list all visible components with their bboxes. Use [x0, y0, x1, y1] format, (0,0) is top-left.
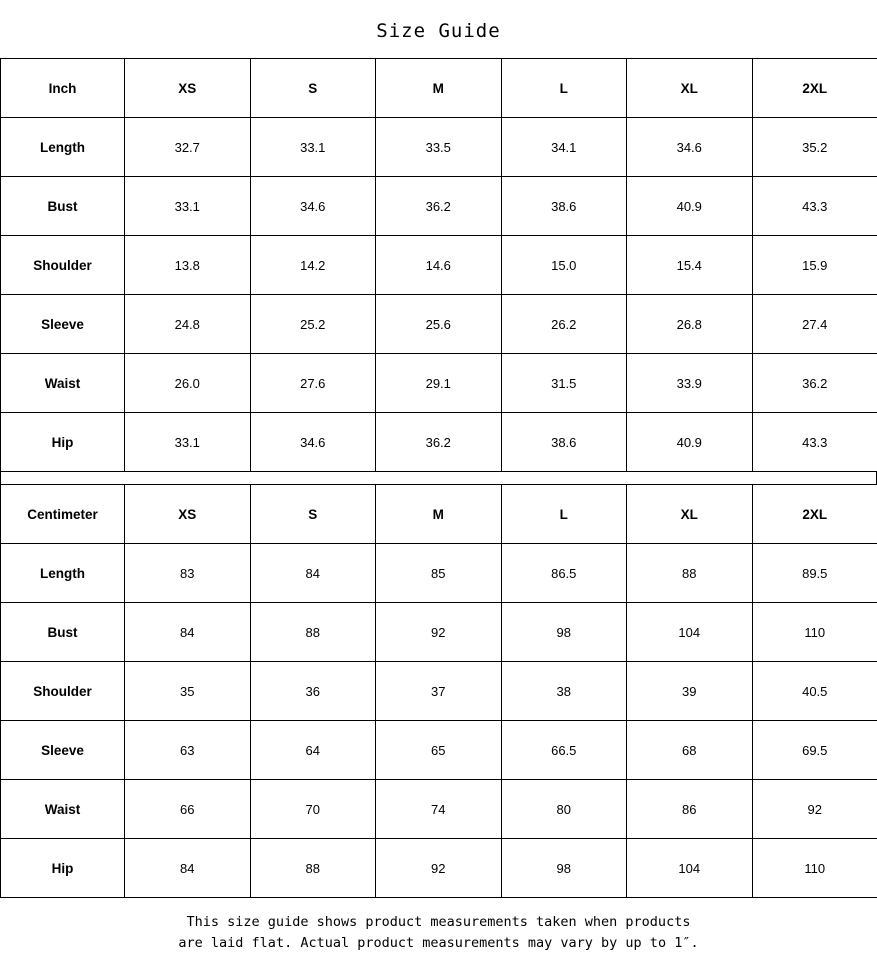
cell: 24.8 — [125, 295, 251, 354]
cell: 66.5 — [501, 721, 627, 780]
cell: 86.5 — [501, 544, 627, 603]
cell: 38 — [501, 662, 627, 721]
cell: 40.5 — [752, 662, 877, 721]
cell: 84 — [125, 603, 251, 662]
cell: 31.5 — [501, 354, 627, 413]
cell: 98 — [501, 839, 627, 898]
cell: 15.4 — [627, 236, 753, 295]
row-label: Shoulder — [1, 662, 125, 721]
cell: 40.9 — [627, 413, 753, 472]
cell: 80 — [501, 780, 627, 839]
column-header: M — [376, 59, 502, 118]
column-header: S — [250, 485, 376, 544]
page-title: Size Guide — [376, 20, 501, 42]
column-header: M — [376, 485, 502, 544]
cell: 33.5 — [376, 118, 502, 177]
footnote-line-1: This size guide shows product measurements taken when products — [186, 914, 691, 930]
row-label: Waist — [1, 354, 125, 413]
column-header: 2XL — [752, 485, 877, 544]
cell: 35.2 — [752, 118, 877, 177]
row-label: Shoulder — [1, 236, 125, 295]
table-header-row — [1, 485, 877, 544]
cell: 110 — [752, 839, 877, 898]
cell: 38.6 — [501, 177, 627, 236]
table-row — [1, 354, 877, 413]
cell: 38.6 — [501, 413, 627, 472]
row-label: Hip — [1, 839, 125, 898]
cell: 14.2 — [250, 236, 376, 295]
column-header: XL — [627, 485, 753, 544]
cell: 25.2 — [250, 295, 376, 354]
cell: 35 — [125, 662, 251, 721]
table-row — [1, 780, 877, 839]
cell: 25.6 — [376, 295, 502, 354]
row-label: Length — [1, 118, 125, 177]
cell: 14.6 — [376, 236, 502, 295]
cell: 64 — [250, 721, 376, 780]
cell: 33.9 — [627, 354, 753, 413]
table-row — [1, 544, 877, 603]
table-header-row — [1, 59, 877, 118]
cell: 86 — [627, 780, 753, 839]
cell: 85 — [376, 544, 502, 603]
cell: 40.9 — [627, 177, 753, 236]
column-header: L — [501, 59, 627, 118]
cell: 84 — [125, 839, 251, 898]
column-header: XS — [125, 59, 251, 118]
cell: 88 — [627, 544, 753, 603]
cell: 34.6 — [250, 177, 376, 236]
table-row — [1, 236, 877, 295]
cell: 34.1 — [501, 118, 627, 177]
row-label: Length — [1, 544, 125, 603]
table-row — [1, 662, 877, 721]
cell: 13.8 — [125, 236, 251, 295]
cell: 33.1 — [125, 177, 251, 236]
footnote — [0, 898, 877, 954]
row-label: Sleeve — [1, 295, 125, 354]
cell: 89.5 — [752, 544, 877, 603]
unit-label: Centimeter — [1, 485, 125, 544]
table-row — [1, 839, 877, 898]
cell: 39 — [627, 662, 753, 721]
cell: 33.1 — [125, 413, 251, 472]
column-header: S — [250, 59, 376, 118]
cell: 36.2 — [376, 177, 502, 236]
cell: 27.4 — [752, 295, 877, 354]
cell: 88 — [250, 603, 376, 662]
cell: 34.6 — [250, 413, 376, 472]
column-header: XS — [125, 485, 251, 544]
cell: 27.6 — [250, 354, 376, 413]
row-label: Waist — [1, 780, 125, 839]
cell: 34.6 — [627, 118, 753, 177]
cell: 92 — [752, 780, 877, 839]
table-row — [1, 295, 877, 354]
cell: 92 — [376, 603, 502, 662]
cell: 65 — [376, 721, 502, 780]
cell: 83 — [125, 544, 251, 603]
table-row — [1, 413, 877, 472]
cell: 36.2 — [752, 354, 877, 413]
row-label: Bust — [1, 177, 125, 236]
cell: 98 — [501, 603, 627, 662]
cell: 104 — [627, 839, 753, 898]
cell: 26.0 — [125, 354, 251, 413]
column-header: 2XL — [752, 59, 877, 118]
cell: 92 — [376, 839, 502, 898]
cell: 37 — [376, 662, 502, 721]
table-row — [1, 721, 877, 780]
size-table-inch — [0, 58, 877, 472]
cell: 88 — [250, 839, 376, 898]
cell: 26.8 — [627, 295, 753, 354]
cell: 69.5 — [752, 721, 877, 780]
footnote-line-2: are laid flat. Actual product measurements may vary by up to 1″. — [178, 935, 699, 951]
column-header: L — [501, 485, 627, 544]
cell: 84 — [250, 544, 376, 603]
cell: 43.3 — [752, 177, 877, 236]
cell: 110 — [752, 603, 877, 662]
cell: 15.9 — [752, 236, 877, 295]
cell: 36 — [250, 662, 376, 721]
cell: 66 — [125, 780, 251, 839]
row-label: Bust — [1, 603, 125, 662]
row-label: Hip — [1, 413, 125, 472]
cell: 70 — [250, 780, 376, 839]
cell: 63 — [125, 721, 251, 780]
cell: 32.7 — [125, 118, 251, 177]
table-row — [1, 603, 877, 662]
size-table-centimeter — [0, 484, 877, 898]
table-row — [1, 118, 877, 177]
cell: 104 — [627, 603, 753, 662]
cell: 43.3 — [752, 413, 877, 472]
cell: 36.2 — [376, 413, 502, 472]
unit-label: Inch — [1, 59, 125, 118]
cell: 15.0 — [501, 236, 627, 295]
cell: 33.1 — [250, 118, 376, 177]
table-row — [1, 177, 877, 236]
cell: 68 — [627, 721, 753, 780]
cell: 74 — [376, 780, 502, 839]
table-separator — [0, 472, 877, 484]
column-header: XL — [627, 59, 753, 118]
cell: 26.2 — [501, 295, 627, 354]
row-label: Sleeve — [1, 721, 125, 780]
cell: 29.1 — [376, 354, 502, 413]
